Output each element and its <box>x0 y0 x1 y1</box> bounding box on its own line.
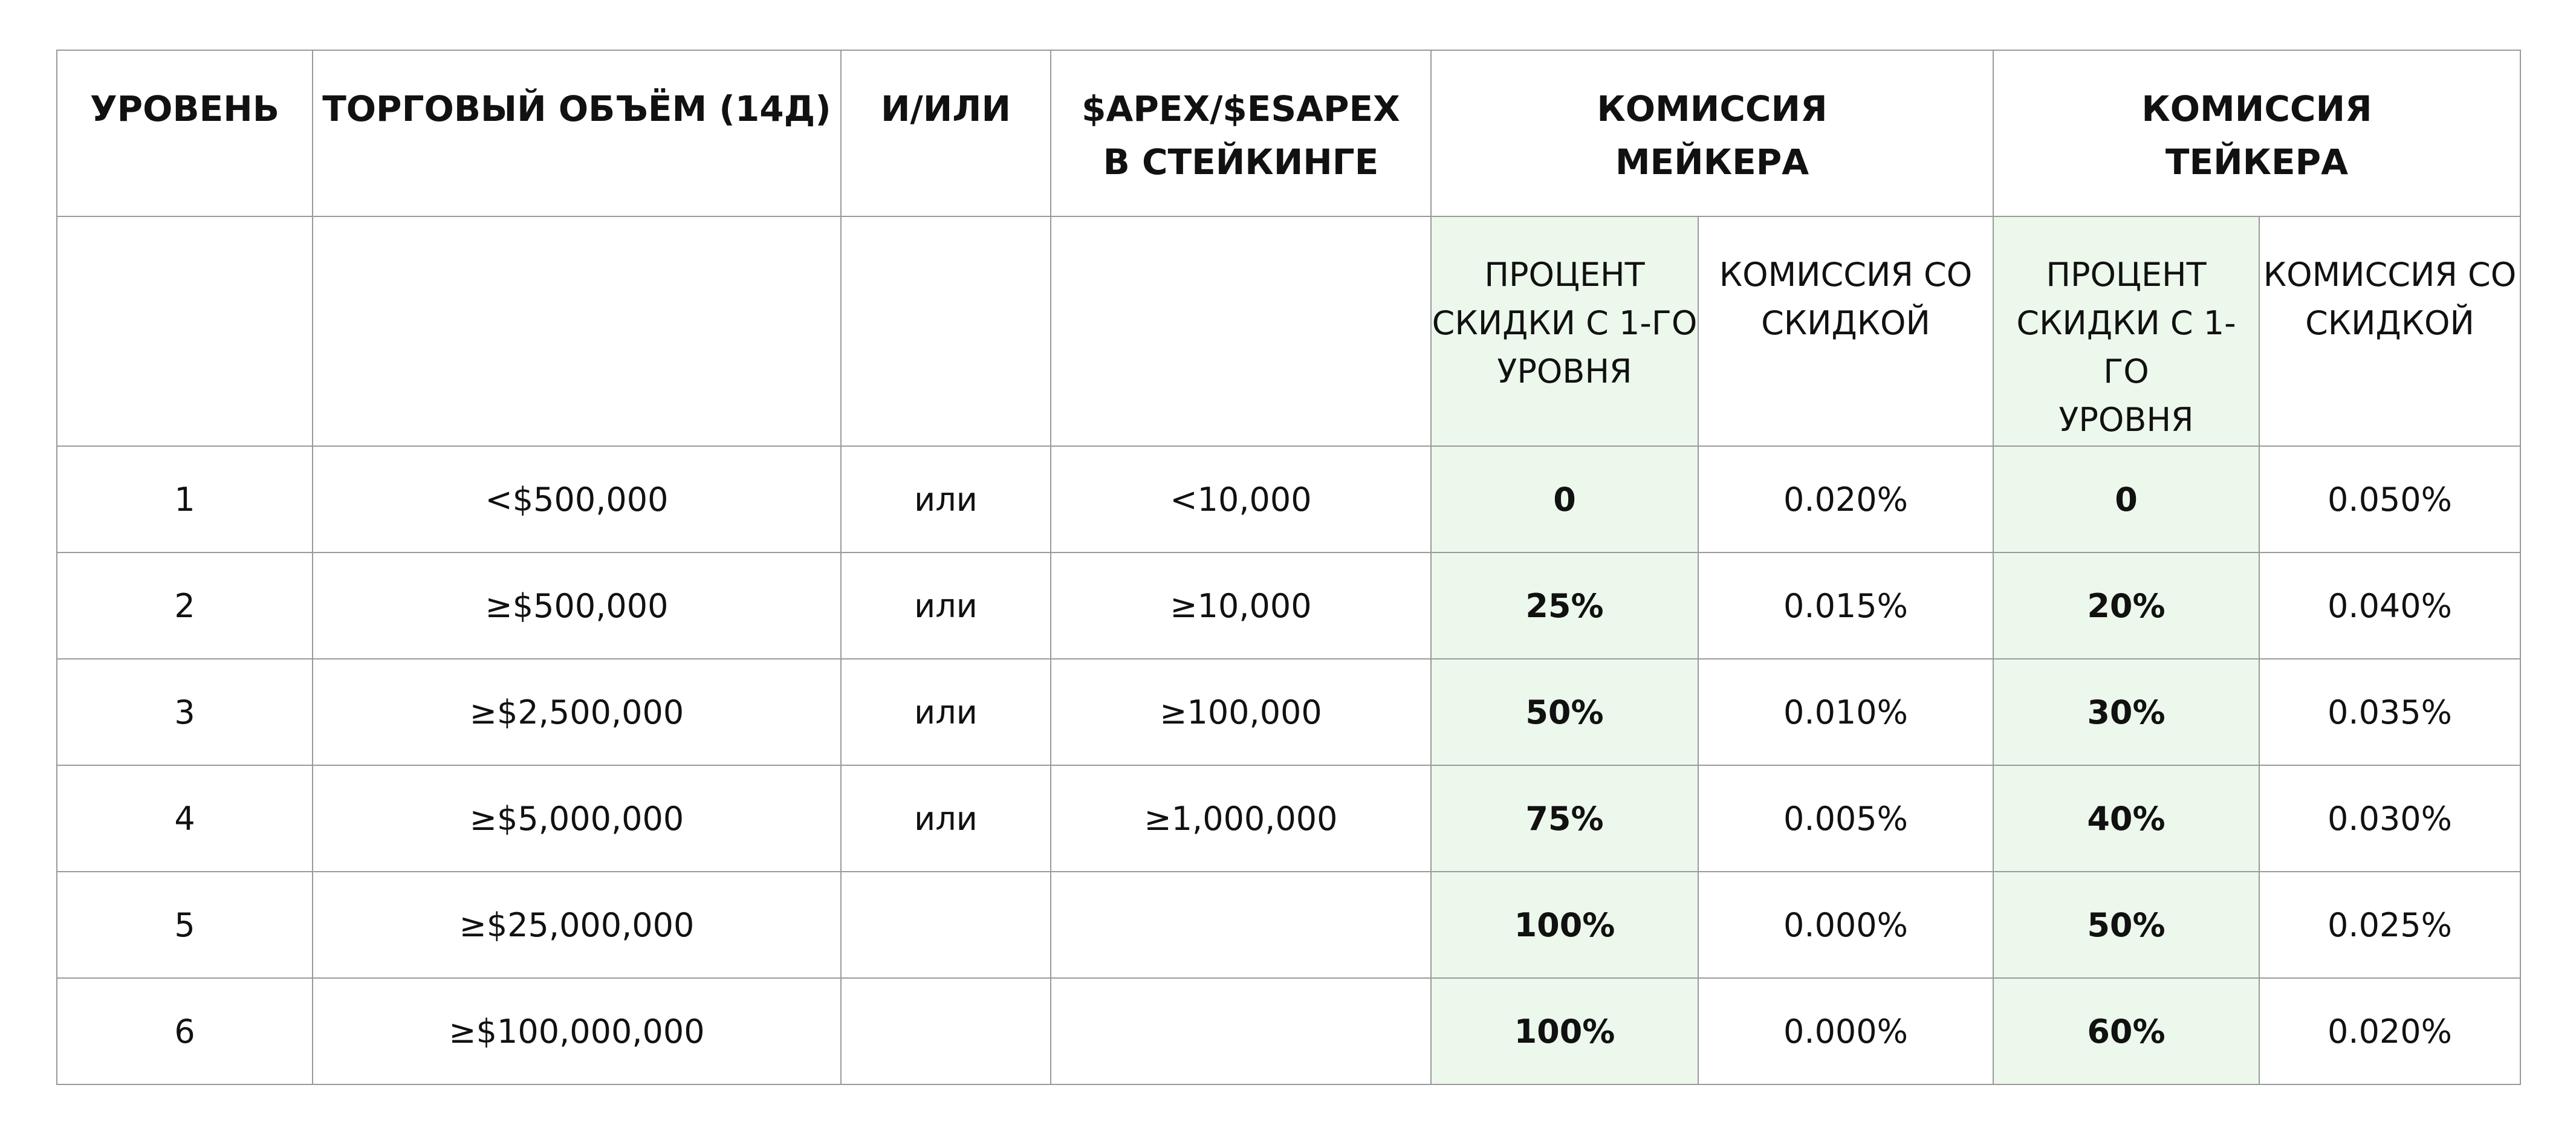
cell-volume: ≥$5,000,000 <box>313 765 841 872</box>
cell-volume: ≥$2,500,000 <box>313 659 841 765</box>
cell-taker-discount: 50% <box>1993 872 2259 978</box>
cell-volume: ≥$500,000 <box>313 552 841 659</box>
table-row <box>57 978 2520 1084</box>
cell-maker-fee: 0.005% <box>1698 765 1993 872</box>
cell-taker-discount: 0 <box>1993 446 2259 552</box>
cell-and-or: или <box>841 765 1051 872</box>
cell-level: 6 <box>57 978 313 1084</box>
cell-level: 5 <box>57 872 313 978</box>
header-and-or <box>841 50 1051 216</box>
subheader-discount-line2: СКИДКИ С 1-ГО <box>1432 304 1698 342</box>
subheader-discount-line1: ПРОЦЕНТ <box>2046 256 2207 294</box>
cell-taker-discount: 30% <box>1993 659 2259 765</box>
cell-staking <box>1051 978 1431 1084</box>
table-row <box>57 446 2520 552</box>
subheader-empty <box>841 216 1051 446</box>
subheader-empty <box>313 216 841 446</box>
cell-taker-discount: 40% <box>1993 765 2259 872</box>
cell-and-or: или <box>841 552 1051 659</box>
table-row <box>57 765 2520 872</box>
header-taker-line2: ТЕЙКЕРА <box>2165 141 2349 183</box>
subheader-discount-line3: УРОВНЯ <box>2059 401 2194 439</box>
cell-taker-fee: 0.025% <box>2259 872 2520 978</box>
table-row <box>57 872 2520 978</box>
header-maker-fee <box>1431 50 1993 216</box>
fee-tier-table <box>56 50 2521 1085</box>
cell-volume: ≥$25,000,000 <box>313 872 841 978</box>
cell-level: 4 <box>57 765 313 872</box>
cell-taker-discount: 20% <box>1993 552 2259 659</box>
cell-maker-discount: 100% <box>1431 978 1698 1084</box>
cell-and-or <box>841 978 1051 1084</box>
header-staking-line1: $APEX/$ESAPEX <box>1082 88 1400 129</box>
header-maker-line2: МЕЙКЕРА <box>1615 141 1809 183</box>
cell-maker-fee: 0.000% <box>1698 978 1993 1084</box>
cell-maker-fee: 0.020% <box>1698 446 1993 552</box>
header-volume <box>313 50 841 216</box>
subheader-taker-discount <box>1993 216 2259 446</box>
subheader-discount-line3: УРОВНЯ <box>1497 352 1632 390</box>
subheader-taker-discounted-fee <box>2259 216 2520 446</box>
cell-and-or: или <box>841 659 1051 765</box>
header-and-or-label: И/ИЛИ <box>881 88 1011 129</box>
cell-maker-discount: 50% <box>1431 659 1698 765</box>
header-staking <box>1051 50 1431 216</box>
subheader-empty <box>57 216 313 446</box>
cell-staking: <10,000 <box>1051 446 1431 552</box>
subheader-fee-line2: СКИДКОЙ <box>1761 304 1930 342</box>
cell-taker-fee: 0.020% <box>2259 978 2520 1084</box>
cell-staking: ≥1,000,000 <box>1051 765 1431 872</box>
cell-taker-fee: 0.050% <box>2259 446 2520 552</box>
cell-volume: <$500,000 <box>313 446 841 552</box>
cell-maker-discount: 25% <box>1431 552 1698 659</box>
cell-level: 2 <box>57 552 313 659</box>
cell-volume: ≥$100,000,000 <box>313 978 841 1084</box>
cell-maker-discount: 0 <box>1431 446 1698 552</box>
header-maker-line1: КОМИССИЯ <box>1597 88 1828 129</box>
cell-staking <box>1051 872 1431 978</box>
subheader-row <box>57 216 2520 446</box>
cell-staking: ≥10,000 <box>1051 552 1431 659</box>
header-taker-line1: КОМИССИЯ <box>2141 88 2372 129</box>
header-staking-line2: В СТЕЙКИНГЕ <box>1103 141 1379 183</box>
subheader-fee-line2: СКИДКОЙ <box>2305 304 2474 342</box>
header-row <box>57 50 2520 216</box>
cell-taker-fee: 0.040% <box>2259 552 2520 659</box>
subheader-maker-discount <box>1431 216 1698 446</box>
cell-maker-discount: 75% <box>1431 765 1698 872</box>
cell-staking: ≥100,000 <box>1051 659 1431 765</box>
subheader-discount-line2: СКИДКИ С 1-ГО <box>2016 304 2236 390</box>
header-taker-fee <box>1993 50 2520 216</box>
cell-and-or: или <box>841 446 1051 552</box>
subheader-fee-line1: КОМИССИЯ СО <box>1719 256 1973 294</box>
header-level-label: УРОВЕНЬ <box>89 88 280 129</box>
subheader-discount-line1: ПРОЦЕНТ <box>1484 256 1645 294</box>
header-volume-label: ТОРГОВЫЙ ОБЪЁМ (14Д) <box>322 88 831 129</box>
subheader-empty <box>1051 216 1431 446</box>
cell-maker-fee: 0.000% <box>1698 872 1993 978</box>
subheader-maker-discounted-fee <box>1698 216 1993 446</box>
cell-taker-fee: 0.030% <box>2259 765 2520 872</box>
cell-taker-discount: 60% <box>1993 978 2259 1084</box>
cell-maker-discount: 100% <box>1431 872 1698 978</box>
table-row <box>57 552 2520 659</box>
cell-taker-fee: 0.035% <box>2259 659 2520 765</box>
cell-level: 1 <box>57 446 313 552</box>
cell-and-or <box>841 872 1051 978</box>
cell-level: 3 <box>57 659 313 765</box>
header-level <box>57 50 313 216</box>
table-row <box>57 659 2520 765</box>
subheader-fee-line1: КОМИССИЯ СО <box>2263 256 2517 294</box>
cell-maker-fee: 0.015% <box>1698 552 1993 659</box>
cell-maker-fee: 0.010% <box>1698 659 1993 765</box>
